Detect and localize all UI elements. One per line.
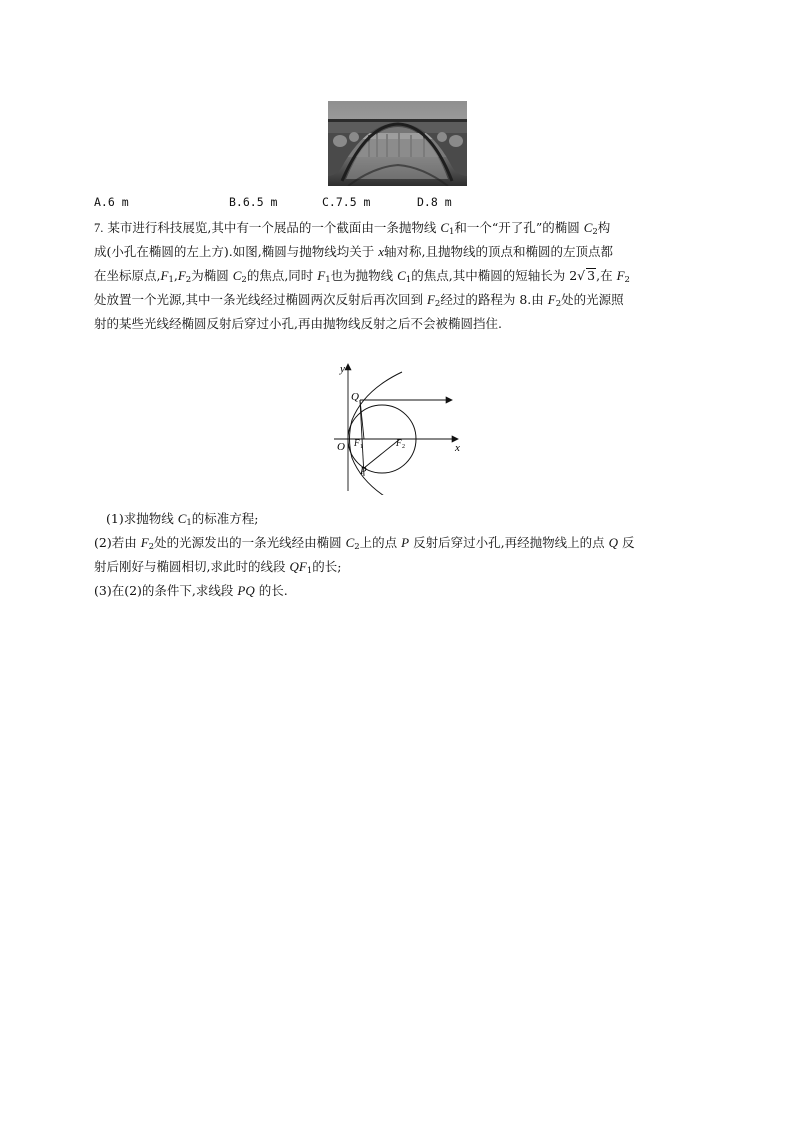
label-o: O: [337, 441, 345, 453]
option-a: A.6 m: [94, 195, 129, 209]
problem-line-1: 7. 某市进行科技展览,其中有一个展品的一个截面由一条抛物线 $C_1$和一个“开了孔”的椭圆 $C_2$构: [94, 220, 611, 237]
problem-line-3: 在坐标原点$,F_1,F_2$为椭圆 $C_2$的焦点,同时 $F_1$也为抛物线 $C_1$的焦点,其中椭圆的短轴长为 2√ 3,在 $F_2$: [94, 268, 630, 285]
label-p: P: [360, 465, 367, 477]
problem-line-4: 处放置一个光源,其中一条光线经过椭圆两次反射后再次回到 $F_2$经过的路程为 8.由 $F_2$处的光源照: [94, 292, 624, 309]
label-f1-sub: 1: [360, 444, 363, 450]
part-2-line-1: (2)若由 $F_2$处的光源发出的一条光线经由椭圆 $C_2$上的点 P 反射后穿过小孔,再经抛物线上的点 Q 反: [94, 535, 635, 552]
part-1: (1)求抛物线 $C_1$的标准方程;: [106, 511, 259, 528]
label-x: x: [455, 442, 460, 454]
option-d: D.8 m: [417, 195, 452, 209]
figure-svg: [330, 360, 470, 495]
answer-options: [94, 195, 714, 213]
bridge-photo: [328, 101, 467, 186]
sub-questions: [94, 507, 714, 603]
question-number: 7.: [94, 221, 104, 235]
option-c: C.7.5 m: [322, 195, 371, 209]
stone-arch-bridge-image: [328, 101, 467, 186]
label-q: Q: [351, 391, 359, 403]
line-f2p: [364, 439, 400, 468]
label-f1: F: [354, 438, 360, 448]
option-b: B.6.5 m: [229, 195, 278, 209]
part-3: (3)在(2)的条件下,求线段 PQ 的长.: [94, 583, 288, 598]
problem-line-5: 射的某些光线经椭圆反射后穿过小孔,再由抛物线反射之后不会被椭圆挡住.: [94, 316, 502, 331]
label-f2-sub: 2: [402, 444, 405, 450]
problem-line-2: 成(小孔在椭圆的左上方).如图,椭圆与抛物线均关于 x轴对称,且抛物线的顶点和椭圆的左顶点都: [94, 244, 613, 259]
ellipse-parabola-figure: [330, 360, 470, 495]
label-f2: F: [396, 438, 402, 448]
part-2-line-2: 射后刚好与椭圆相切,求此时的线段 $QF_1$的长;: [94, 559, 342, 576]
problem-7: [94, 216, 704, 336]
two-root-three: 2√ 3: [569, 268, 596, 283]
label-y: y: [340, 363, 345, 375]
